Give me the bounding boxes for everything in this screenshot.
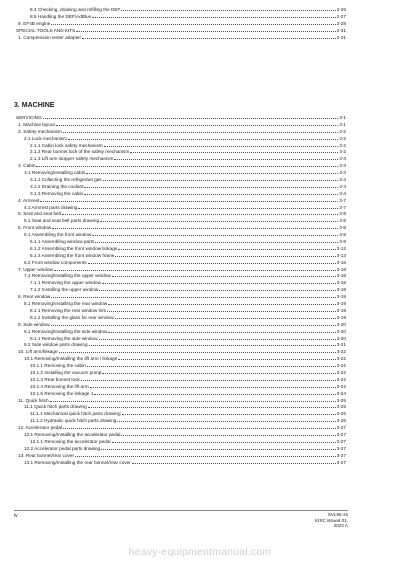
toc-entry[interactable] <box>16 279 346 286</box>
toc-entry[interactable] <box>16 155 346 162</box>
toc-entry-page: 3-7 <box>339 197 346 203</box>
toc-entry-page: 3-27 <box>336 452 346 458</box>
toc-entry-page: 3-8 <box>339 239 346 245</box>
toc-entry-page: 3-25 <box>336 397 346 403</box>
dot-leader <box>132 459 336 464</box>
section-title: 3. MACHINE <box>14 102 55 109</box>
toc-entry[interactable] <box>16 210 346 217</box>
toc-entry-title: 3. Cabin <box>18 163 36 169</box>
toc-entry-page: 3-2 <box>339 128 346 134</box>
toc-entry-title: 9. Side window <box>18 321 50 327</box>
dot-leader <box>51 20 335 25</box>
page-number: iv <box>14 513 18 519</box>
toc-entry-title: 3.1.3 Removing the cabin <box>30 190 84 196</box>
toc-continued-list <box>16 6 346 40</box>
toc-entry[interactable] <box>16 217 346 224</box>
dot-leader <box>130 148 338 153</box>
toc-entry-page: 3-3 <box>339 163 346 169</box>
dot-leader <box>115 252 335 257</box>
toc-entry-title: 5.1 Seat and seat belt parts drawing <box>24 218 100 224</box>
toc-entry-title: 10.1 Removing/Installing the lift arm / linkage <box>24 356 118 362</box>
toc-entry-title: 2.1.1 Cabin lock safety mechanism <box>30 142 103 148</box>
footer-model: SVL95-2s <box>327 512 348 517</box>
toc-entry-page: 3-20 <box>336 335 346 341</box>
dot-leader <box>102 279 336 284</box>
dot-leader <box>78 204 338 209</box>
toc-entry[interactable] <box>16 135 346 142</box>
dot-leader <box>51 293 335 298</box>
toc-entry[interactable] <box>16 204 346 211</box>
toc-entry-page: 3-18 <box>336 273 346 279</box>
toc-entry-title: 8.1 Removing/Installing the rear window <box>24 301 108 307</box>
toc-entry-page: 3-12 <box>336 245 346 251</box>
toc-entry-title: 3.1.1 Collecting the refrigerant gas <box>30 177 102 183</box>
toc-entry-page: 3-27 <box>336 431 346 437</box>
toc-entry[interactable] <box>16 121 346 128</box>
dot-leader <box>50 397 336 402</box>
toc-entry-title: 9. EF4B engine <box>18 20 51 26</box>
watermark-text: heavy-equipmentmanual.com <box>128 546 272 558</box>
toc-entry-title: 10.1.4 Removing the lift arm <box>30 383 89 389</box>
toc-entry[interactable] <box>16 300 346 307</box>
toc-entry[interactable] <box>16 272 346 279</box>
dot-leader <box>121 431 335 436</box>
toc-entry-page: 3-18 <box>336 266 346 272</box>
dot-leader <box>56 121 338 126</box>
dot-leader <box>62 210 338 215</box>
toc-entry-title: 6.1 Assembling the front window <box>24 232 92 238</box>
dot-leader <box>114 155 338 160</box>
toc-entry[interactable] <box>16 20 346 27</box>
toc-entry-page: 3-2 <box>339 135 346 141</box>
dot-leader <box>75 452 336 457</box>
toc-entry[interactable] <box>16 348 346 355</box>
toc-entry-page: 3-3 <box>339 156 346 162</box>
toc-entry[interactable] <box>16 341 346 348</box>
toc-entry-title: 4. Armrest <box>18 197 40 203</box>
dot-leader <box>87 362 336 367</box>
toc-entry-title: 12.1 Removing/Installing the accelerator pedal <box>24 431 121 437</box>
toc-entry[interactable] <box>16 335 346 342</box>
dot-leader <box>76 27 335 32</box>
toc-entry-title: 7.1 Removing/Installing the upper window <box>24 273 111 279</box>
dot-leader <box>86 169 338 174</box>
toc-entry-title: 2.1 Lock mechanism <box>24 135 67 141</box>
toc-entry[interactable] <box>16 162 346 169</box>
dot-leader <box>108 328 335 333</box>
toc-entry-title: 6.1.2 Assembling the front window linkage <box>30 245 118 251</box>
toc-entry[interactable] <box>16 355 346 362</box>
toc-entry-page: 3-25 <box>336 404 346 410</box>
toc-entry-page: 3-22 <box>336 376 346 382</box>
dot-leader <box>89 341 336 346</box>
toc-entry-title: 8.1.2 Installing the glass for rear window <box>30 314 114 320</box>
dot-leader <box>108 300 335 305</box>
toc-entry-title: 7. Upper window <box>18 266 53 272</box>
toc-entry-page: 2-27 <box>336 13 346 19</box>
toc-entry-title: 12. Accelerator pedal <box>18 425 63 431</box>
toc-entry-page: 3-22 <box>336 363 346 369</box>
toc-entry-page: 3-1 <box>339 121 346 127</box>
toc-entry-page: 3-22 <box>336 383 346 389</box>
dot-leader <box>95 238 338 243</box>
dot-leader <box>40 197 338 202</box>
toc-entry[interactable] <box>16 27 346 34</box>
toc-entry-page: 3-25 <box>336 411 346 417</box>
toc-entry-title: SERVICING <box>16 115 42 120</box>
toc-entry[interactable] <box>16 376 346 383</box>
toc-entry-page: 2-31 <box>336 27 346 33</box>
toc-entry[interactable] <box>16 321 346 328</box>
toc-entry[interactable] <box>16 13 346 20</box>
toc-entry[interactable] <box>16 245 346 252</box>
toc-entry-title: 11.1 Quick hitch parts drawing <box>24 404 87 410</box>
toc-entry-title: 3.1 Removing/Installing cabin <box>24 170 86 176</box>
toc-entry-page: 2-28 <box>336 20 346 26</box>
toc-entry[interactable] <box>16 307 346 314</box>
dot-leader <box>118 245 335 250</box>
dot-leader <box>90 383 336 388</box>
toc-entry[interactable] <box>16 390 346 397</box>
dot-leader <box>102 369 335 374</box>
dot-leader <box>52 224 338 229</box>
toc-entry-title: 6.1.1 Assembling window parts <box>30 239 95 245</box>
toc-entry-page: 3-27 <box>336 425 346 431</box>
footer-issue: KISC issued 01, 2022 A <box>315 517 348 529</box>
toc-entry-title: 9.2 Side window parts drawing <box>24 342 88 348</box>
toc-entry-title: 2. Safety mechanism <box>18 128 62 134</box>
toc-entry-title: 1. Compression tester adapter <box>18 34 82 40</box>
toc-entry[interactable] <box>16 417 346 424</box>
toc-entry-page: 3-1 <box>339 115 346 120</box>
toc-entry-page: 3-22 <box>336 349 346 355</box>
toc-entry[interactable] <box>16 431 346 438</box>
toc-entry-title: 11.1.1 Mechanical quick hitch parts drawing <box>30 411 121 417</box>
dot-leader <box>112 272 336 277</box>
toc-entry-title: 4.1 Armrest parts drawing <box>24 204 78 210</box>
toc-entry[interactable] <box>16 459 346 466</box>
toc-entry[interactable] <box>16 169 346 176</box>
toc-entry-title: 13.1 Removing/Installing the rear bonnet/rear cover <box>24 459 131 465</box>
toc-entry-title: 10.1.3 Rear bonnet lock <box>30 376 80 382</box>
toc-entry-page: 3-19 <box>336 307 346 313</box>
footer-divider <box>14 510 348 511</box>
toc-entry[interactable] <box>16 424 346 431</box>
toc-entry-page: 3-19 <box>336 294 346 300</box>
toc-entry[interactable] <box>16 397 346 404</box>
toc-entry[interactable] <box>16 6 346 13</box>
toc-entry[interactable] <box>16 410 346 417</box>
toc-entry-title: 8.4 Checking, draining and refilling the DEF <box>30 7 121 12</box>
toc-entry[interactable] <box>16 224 346 231</box>
dot-leader <box>63 424 336 429</box>
toc-entry-page: 3-8 <box>339 232 346 238</box>
toc-entry[interactable] <box>16 266 346 273</box>
dot-leader <box>51 321 336 326</box>
toc-entry-page: 3-20 <box>336 328 346 334</box>
toc-entry[interactable] <box>16 128 346 135</box>
toc-entry-page: 3-27 <box>336 459 346 465</box>
dot-leader <box>92 13 335 18</box>
toc-entry-title: 12.1.1 Removing the accelerator pedal <box>30 438 111 444</box>
dot-leader <box>103 176 339 181</box>
toc-list <box>16 114 346 465</box>
toc-entry-title: 12.2 Accelerator pedal parts drawing <box>24 445 101 451</box>
toc-entry-title: 5. Seat and seat belt <box>18 211 62 217</box>
toc-entry-page: 3-21 <box>336 342 346 348</box>
dot-leader <box>84 190 338 195</box>
dot-leader <box>99 335 336 340</box>
toc-entry-title: 13. Rear bonnet/rear cover <box>18 452 75 458</box>
toc-entry-page: 3-13 <box>336 252 346 258</box>
toc-entry-title: 1. Machine layout <box>18 121 55 127</box>
toc-entry[interactable] <box>16 176 346 183</box>
toc-entry-page: 3-26 <box>336 418 346 424</box>
dot-leader <box>118 355 335 360</box>
toc-entry-title: 7.1.1 Removing the upper window <box>30 280 101 286</box>
dot-leader <box>121 6 335 11</box>
toc-entry-title: 10. Lift arm/linkage <box>18 349 58 355</box>
toc-entry[interactable] <box>16 293 346 300</box>
toc-entry-title: 8. Rear window <box>18 294 51 300</box>
toc-entry-page: 3-19 <box>336 301 346 307</box>
dot-leader <box>99 286 335 291</box>
dot-leader <box>54 266 336 271</box>
dot-leader <box>88 403 336 408</box>
toc-entry[interactable] <box>16 190 346 197</box>
toc-entry-title: 2.1.3 Lift arm stopper safety mechanism <box>30 156 114 162</box>
toc-entry-page: 3-27 <box>336 445 346 451</box>
toc-entry-title: 7.1.2 Installing the upper window <box>30 287 99 293</box>
toc-entry[interactable] <box>16 328 346 335</box>
toc-entry-title: 6. Front window <box>18 225 52 231</box>
toc-entry-page: 3-2 <box>339 142 346 148</box>
toc-entry-page: 3-22 <box>336 356 346 362</box>
dot-leader <box>122 410 336 415</box>
toc-entry-page: 3-4 <box>339 183 346 189</box>
toc-entry-page: 3-19 <box>336 314 346 320</box>
toc-entry-page: 3-8 <box>339 211 346 217</box>
toc-entry-title: SPECIAL TOOLS AND KITS <box>16 27 76 33</box>
toc-entry-page: 3-2 <box>339 149 346 155</box>
dot-leader <box>92 231 338 236</box>
toc-entry[interactable] <box>16 259 346 266</box>
dot-leader <box>84 183 338 188</box>
toc-entry-page: 3-7 <box>339 204 346 210</box>
dot-leader <box>115 314 336 319</box>
toc-entry-title: 3.1.2 Draining the coolant <box>30 183 84 189</box>
toc-entry-title: 10.1.2 Installing the vacuum pump <box>30 369 102 375</box>
dot-leader <box>104 142 339 147</box>
toc-entry-page: 3-8 <box>339 225 346 231</box>
toc-entry-title: 2.1.2 Rear bonnet lock of the safety mechanism <box>30 149 130 155</box>
toc-entry-page: 3-24 <box>336 390 346 396</box>
dot-leader <box>82 34 336 39</box>
dot-leader <box>100 217 338 222</box>
toc-entry-title: 11. Quick hitch <box>18 397 49 403</box>
dot-leader <box>94 390 335 395</box>
toc-entry[interactable] <box>16 286 346 293</box>
toc-entry[interactable] <box>16 142 346 149</box>
dot-leader <box>81 376 336 381</box>
footer-info <box>306 512 348 529</box>
toc-entry[interactable] <box>16 445 346 452</box>
toc-entry[interactable] <box>16 252 346 259</box>
toc-entry-page: 3-27 <box>336 438 346 444</box>
toc-entry[interactable] <box>16 383 346 390</box>
dot-leader <box>68 135 338 140</box>
toc-entry-title: 9.1 Removing/Installing the side window <box>24 328 108 334</box>
toc-entry-page: 3-3 <box>339 170 346 176</box>
toc-entry-title: 11.1.2 Hydraulic quick hitch parts drawing <box>30 418 117 424</box>
toc-entry-page: 3-8 <box>339 218 346 224</box>
dot-leader <box>112 438 336 443</box>
toc-entry[interactable] <box>16 452 346 459</box>
toc-entry-title: 8.1.1 Removing the rear window trim <box>30 307 107 313</box>
toc-entry[interactable] <box>16 197 346 204</box>
dot-leader <box>43 114 339 119</box>
toc-entry-page: 3-18 <box>336 280 346 286</box>
toc-entry[interactable] <box>16 362 346 369</box>
toc-entry[interactable] <box>16 183 346 190</box>
dot-leader <box>107 307 335 312</box>
dot-leader <box>88 259 336 264</box>
toc-entry-page: 2-26 <box>336 7 346 12</box>
toc-entry-title: 9.1.1 Removing the side window <box>30 335 98 341</box>
dot-leader <box>36 162 338 167</box>
dot-leader <box>59 348 336 353</box>
toc-entry-page: 3-16 <box>336 259 346 265</box>
toc-entry-title: 10.1.5 Removing the linkage 1 <box>30 390 94 396</box>
toc-entry[interactable] <box>16 231 346 238</box>
toc-entry[interactable] <box>16 314 346 321</box>
toc-entry-page: 3-18 <box>336 287 346 293</box>
dot-leader <box>101 445 336 450</box>
toc-entry[interactable] <box>16 438 346 445</box>
toc-entry-page: 3-4 <box>339 190 346 196</box>
toc-entry-page: 2-31 <box>336 34 346 40</box>
toc-entry-page: 3-20 <box>336 321 346 327</box>
toc-entry[interactable] <box>16 238 346 245</box>
dot-leader <box>117 417 335 422</box>
dot-leader <box>63 128 338 133</box>
toc-entry-title: 8.5 Handling the DEF/AdBlue <box>30 13 92 19</box>
toc-entry-page: 3-4 <box>339 177 346 183</box>
toc-entry-title: 6.1.3 Assembling the front window frame <box>30 252 115 258</box>
toc-entry-title: 6.2 Front window components <box>24 259 87 265</box>
toc-entry[interactable] <box>16 403 346 410</box>
toc-entry-page: 3-22 <box>336 369 346 375</box>
toc-entry[interactable] <box>16 148 346 155</box>
toc-entry[interactable] <box>16 34 346 41</box>
toc-entry[interactable] <box>16 114 346 121</box>
toc-entry[interactable] <box>16 369 346 376</box>
toc-entry-title: 10.1.1 Removing the cabin <box>30 363 86 369</box>
